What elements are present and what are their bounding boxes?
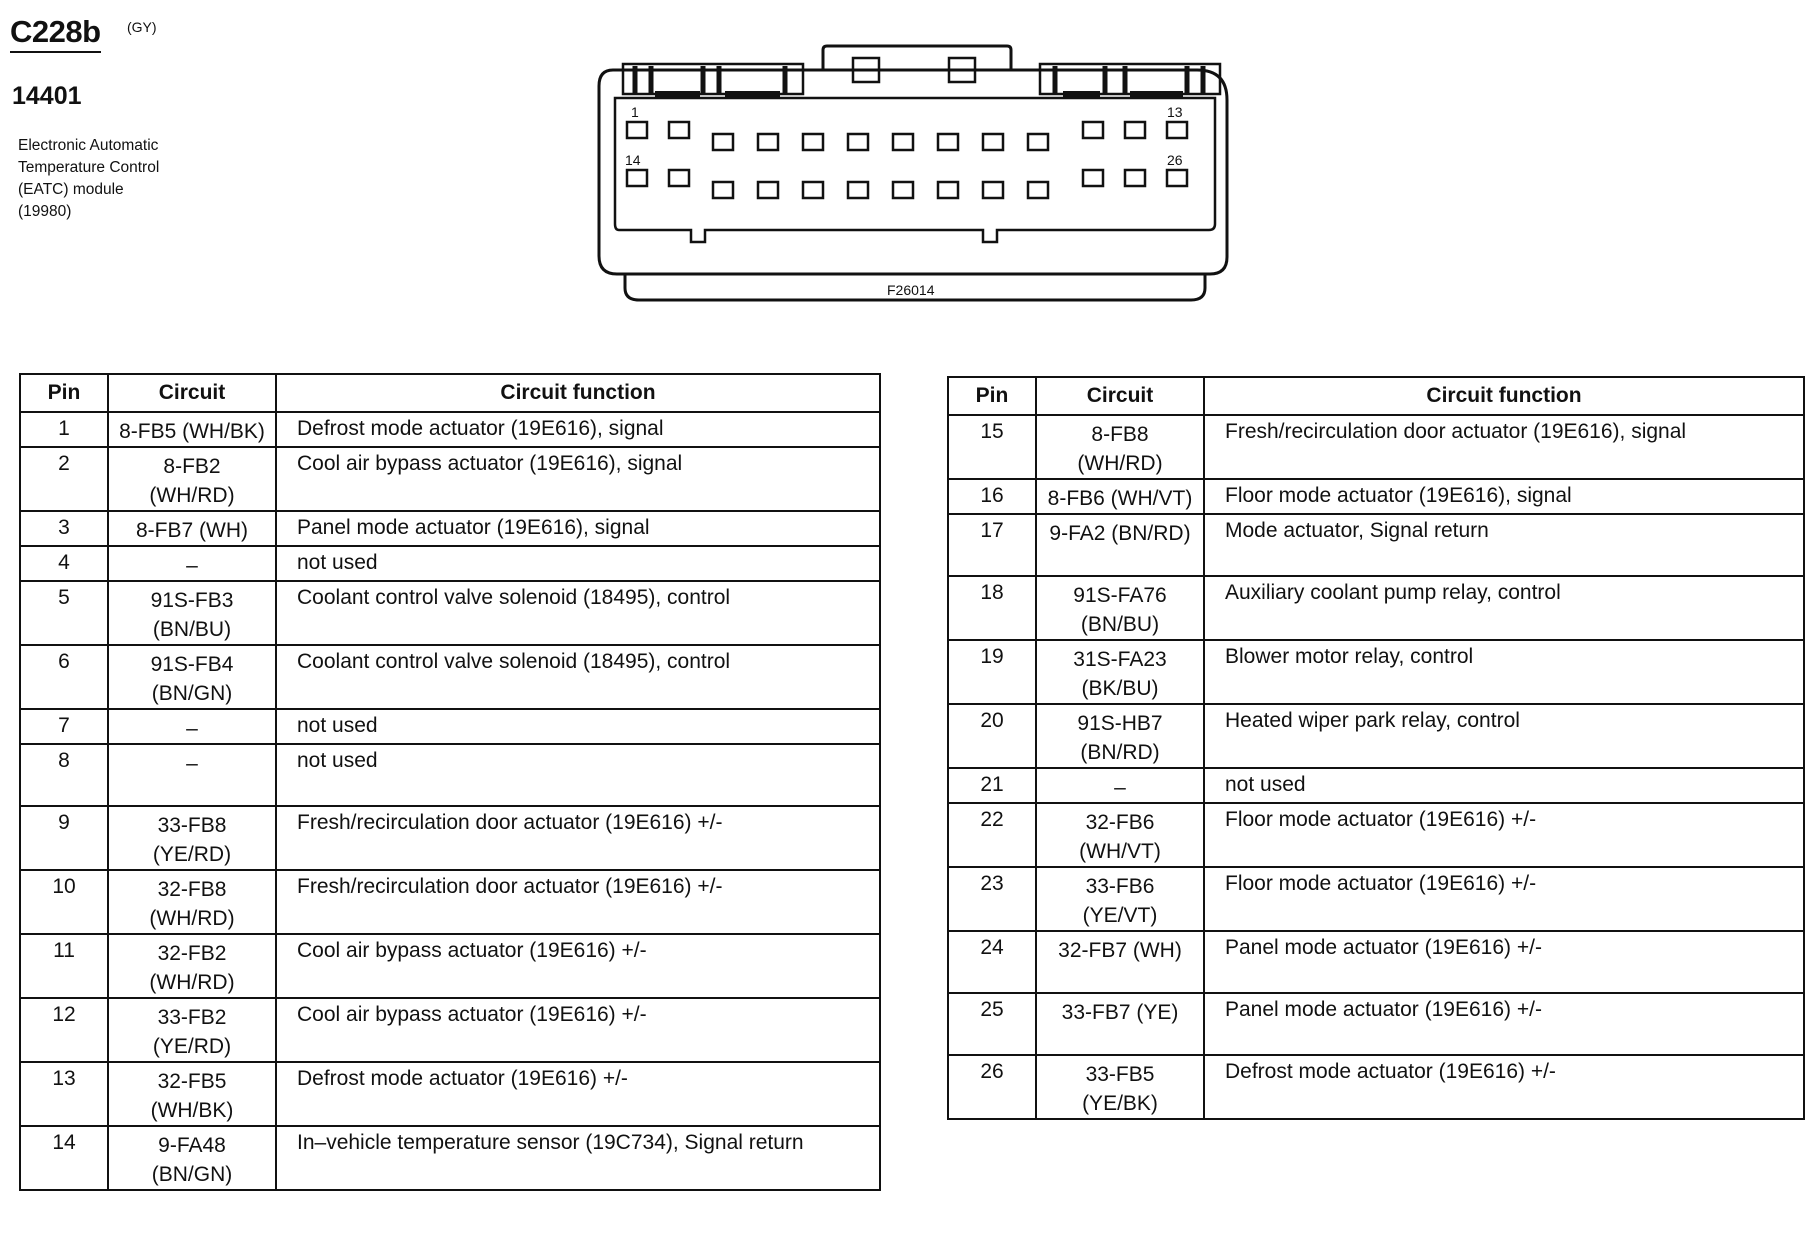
circuit-code — [108, 447, 276, 511]
table-row — [20, 511, 880, 546]
circuit-code: 33-FB7 (YE) — [1036, 993, 1204, 1055]
circuit-line: (BN/BU) — [1080, 613, 1160, 636]
circuit-line: 32-FB5 — [157, 1070, 227, 1093]
pin-number: 3 — [20, 511, 108, 546]
circuit-code: – — [108, 744, 276, 806]
circuit-function: Coolant control valve solenoid (18495), control — [276, 581, 880, 645]
pin-number: 16 — [948, 479, 1036, 514]
circuit-code: – — [1036, 768, 1204, 803]
header-circuit-function: Circuit function — [1204, 377, 1804, 415]
circuit-code — [1036, 640, 1204, 704]
pin-label-13: 13 — [1167, 104, 1183, 120]
table-row — [20, 412, 880, 447]
circuit-line: 9-FA48 — [158, 1134, 226, 1157]
pin-number: 18 — [948, 576, 1036, 640]
circuit-line: (YE/RD) — [152, 843, 232, 866]
pin-number: 10 — [20, 870, 108, 934]
circuit-code — [108, 934, 276, 998]
circuit-line: (BN/GN) — [151, 682, 233, 705]
circuit-function: In–vehicle temperature sensor (19C734), Signal return — [276, 1126, 880, 1190]
circuit-function: Defrost mode actuator (19E616), signal — [276, 412, 880, 447]
module-description-line: (EATC) module — [18, 181, 124, 198]
pin-number: 25 — [948, 993, 1036, 1055]
figure-code: F26014 — [887, 282, 935, 298]
circuit-code: 8-FB5 (WH/BK) — [108, 412, 276, 447]
pin-number: 4 — [20, 546, 108, 581]
table-row — [20, 1126, 880, 1190]
table-row — [948, 415, 1804, 479]
pin-number: 9 — [20, 806, 108, 870]
pin-number: 20 — [948, 704, 1036, 768]
pin-number: 12 — [20, 998, 108, 1062]
circuit-line: 8-FB2 — [163, 455, 221, 478]
pin-number: 1 — [20, 412, 108, 447]
table-header-row — [948, 377, 1804, 415]
circuit-code: – — [108, 546, 276, 581]
circuit-line: 33-FB2 — [157, 1006, 227, 1029]
pin-number: 11 — [20, 934, 108, 998]
module-description-line: Electronic Automatic — [18, 137, 159, 154]
circuit-line: 91S-HB7 — [1077, 712, 1163, 735]
pin-number: 7 — [20, 709, 108, 744]
module-description-line: (19980) — [18, 203, 72, 220]
table-row — [948, 993, 1804, 1055]
header-circuit: Circuit — [108, 374, 276, 412]
table-row — [20, 806, 880, 870]
circuit-code: 32-FB7 (WH) — [1036, 931, 1204, 993]
circuit-function: Defrost mode actuator (19E616) +/- — [276, 1062, 880, 1126]
circuit-code — [1036, 803, 1204, 867]
circuit-function: not used — [276, 546, 880, 581]
table-row — [20, 546, 880, 581]
circuit-line: 32-FB6 — [1085, 811, 1155, 834]
circuit-line: 31S-FA23 — [1073, 648, 1167, 671]
circuit-line: 33-FB5 — [1085, 1063, 1155, 1086]
pin-number: 19 — [948, 640, 1036, 704]
circuit-code: 8-FB7 (WH) — [108, 511, 276, 546]
circuit-code — [108, 998, 276, 1062]
pin-number: 2 — [20, 447, 108, 511]
circuit-line: 32-FB8 — [157, 878, 227, 901]
circuit-function: Floor mode actuator (19E616) +/- — [1204, 867, 1804, 931]
connector-color-code: (GY) — [127, 19, 157, 35]
circuit-function: Floor mode actuator (19E616), signal — [1204, 479, 1804, 514]
part-number: 14401 — [12, 82, 82, 110]
table-row — [948, 640, 1804, 704]
circuit-line: (YE/VT) — [1082, 904, 1158, 927]
table-row — [948, 867, 1804, 931]
circuit-function: Cool air bypass actuator (19E616), signal — [276, 447, 880, 511]
header-circuit-function: Circuit function — [276, 374, 880, 412]
circuit-code — [1036, 867, 1204, 931]
pin-number: 8 — [20, 744, 108, 806]
pin-number: 21 — [948, 768, 1036, 803]
circuit-code — [108, 581, 276, 645]
table-row — [948, 803, 1804, 867]
circuit-line: (BN/BU) — [152, 618, 232, 641]
circuit-function: Panel mode actuator (19E616) +/- — [1204, 993, 1804, 1055]
circuit-line: (BN/GN) — [151, 1163, 233, 1186]
circuit-code — [1036, 1055, 1204, 1119]
circuit-function: Fresh/recirculation door actuator (19E616) +/- — [276, 806, 880, 870]
circuit-line: (WH/RD) — [149, 971, 235, 994]
pin-table-left — [19, 373, 881, 1191]
circuit-function: Panel mode actuator (19E616), signal — [276, 511, 880, 546]
pin-number: 5 — [20, 581, 108, 645]
pin-label-26: 26 — [1167, 152, 1183, 168]
circuit-function: not used — [276, 709, 880, 744]
pin-label-1: 1 — [631, 104, 639, 120]
circuit-function: Defrost mode actuator (19E616) +/- — [1204, 1055, 1804, 1119]
circuit-code: 9-FA2 (BN/RD) — [1036, 514, 1204, 576]
circuit-function: Blower motor relay, control — [1204, 640, 1804, 704]
module-description-line: Temperature Control — [18, 159, 160, 176]
circuit-code — [108, 645, 276, 709]
table-row — [948, 514, 1804, 576]
circuit-line: 8-FB8 — [1091, 423, 1149, 446]
circuit-line: (BN/RD) — [1080, 741, 1160, 764]
pin-number: 6 — [20, 645, 108, 709]
table-row — [20, 645, 880, 709]
circuit-function: Mode actuator, Signal return — [1204, 514, 1804, 576]
circuit-line: (YE/BK) — [1082, 1092, 1158, 1115]
pin-number: 26 — [948, 1055, 1036, 1119]
circuit-code: – — [108, 709, 276, 744]
circuit-function: Floor mode actuator (19E616) +/- — [1204, 803, 1804, 867]
pin-number: 22 — [948, 803, 1036, 867]
circuit-line: (WH/RD) — [149, 484, 235, 507]
circuit-line: (WH/RD) — [1077, 452, 1163, 475]
connector-id: C228b — [10, 14, 101, 53]
pin-number: 24 — [948, 931, 1036, 993]
circuit-line: 91S-FB3 — [150, 589, 234, 612]
table-row — [20, 998, 880, 1062]
circuit-code — [1036, 415, 1204, 479]
table-row — [20, 934, 880, 998]
pin-number: 17 — [948, 514, 1036, 576]
header-pin: Pin — [948, 377, 1036, 415]
pin-number: 15 — [948, 415, 1036, 479]
circuit-line: (WH/RD) — [149, 907, 235, 930]
header-pin: Pin — [20, 374, 108, 412]
terminal-row-bottom — [627, 170, 1187, 198]
circuit-line: 32-FB2 — [157, 942, 227, 965]
pin-number: 13 — [20, 1062, 108, 1126]
table-row — [20, 870, 880, 934]
circuit-code — [1036, 704, 1204, 768]
circuit-line: 33-FB6 — [1085, 875, 1155, 898]
pin-number: 23 — [948, 867, 1036, 931]
circuit-function: Cool air bypass actuator (19E616) +/- — [276, 934, 880, 998]
module-description — [18, 135, 198, 223]
circuit-function: not used — [276, 744, 880, 806]
circuit-code — [1036, 576, 1204, 640]
circuit-function: Fresh/recirculation door actuator (19E616) +/- — [276, 870, 880, 934]
table-row — [948, 479, 1804, 514]
circuit-line: (WH/BK) — [150, 1099, 234, 1122]
circuit-code — [108, 1062, 276, 1126]
circuit-code — [108, 806, 276, 870]
circuit-code — [108, 1126, 276, 1190]
circuit-function: Heated wiper park relay, control — [1204, 704, 1804, 768]
circuit-function: Auxiliary coolant pump relay, control — [1204, 576, 1804, 640]
table-row — [948, 704, 1804, 768]
connector-housing — [599, 70, 1227, 274]
circuit-function: Cool air bypass actuator (19E616) +/- — [276, 998, 880, 1062]
pin-label-14: 14 — [625, 152, 641, 168]
circuit-function: Panel mode actuator (19E616) +/- — [1204, 931, 1804, 993]
circuit-line: (BK/BU) — [1081, 677, 1159, 700]
table-row — [20, 447, 880, 511]
table-row — [20, 744, 880, 806]
terminal-row-top — [627, 122, 1187, 150]
circuit-line: 91S-FB4 — [150, 653, 234, 676]
pin-number: 14 — [20, 1126, 108, 1190]
circuit-function: Fresh/recirculation door actuator (19E616), signal — [1204, 415, 1804, 479]
title-block — [10, 14, 157, 53]
connector-latch — [823, 46, 1011, 70]
table-header-row — [20, 374, 880, 412]
pin-table-right — [947, 376, 1805, 1120]
table-row — [20, 709, 880, 744]
table-row — [948, 931, 1804, 993]
table-row — [948, 768, 1804, 803]
circuit-code: 8-FB6 (WH/VT) — [1036, 479, 1204, 514]
circuit-line: (WH/VT) — [1079, 840, 1161, 863]
circuit-line: 91S-FA76 — [1073, 584, 1167, 607]
connector-face-diagram — [585, 42, 1245, 312]
table-row — [948, 576, 1804, 640]
circuit-line: (YE/RD) — [152, 1035, 232, 1058]
circuit-code — [108, 870, 276, 934]
table-row — [948, 1055, 1804, 1119]
table-row — [20, 1062, 880, 1126]
header-circuit: Circuit — [1036, 377, 1204, 415]
circuit-function: Coolant control valve solenoid (18495), control — [276, 645, 880, 709]
circuit-function: not used — [1204, 768, 1804, 803]
circuit-line: 33-FB8 — [157, 814, 227, 837]
table-row — [20, 581, 880, 645]
